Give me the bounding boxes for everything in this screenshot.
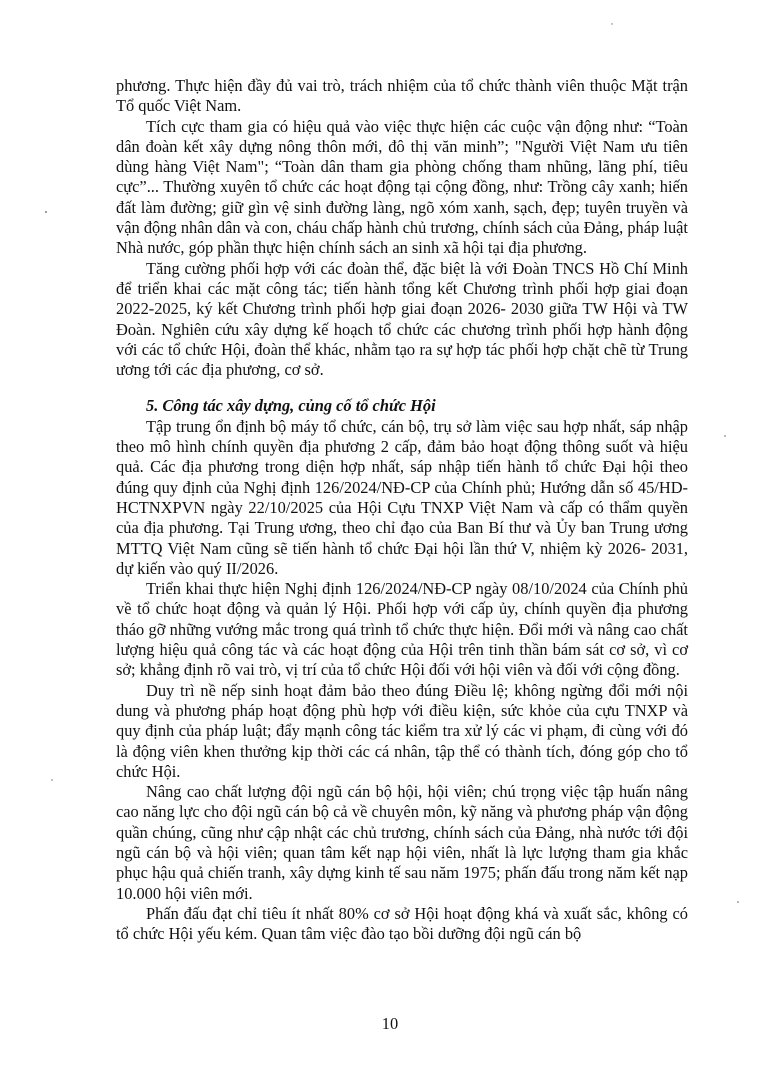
paragraph-5: Triển khai thực hiện Nghị định 126/2024/NĐ-CP ngày 08/10/2024 của Chính phủ về tổ chức hoạt động và quản lý Hội. Phối hợp với cấp ủy, chính quyền địa phương tháo gỡ những vướng mắc trong quá trình tổ chức thực hiện. Đổi mới và nâng cao chất lượng hiệu quả công tác và các hoạt động của Hội trên tinh thần bám sát cơ sở, vì cơ sở; khẳng định rõ vai trò, vị trí của tổ chức Hội đối với hội viên và đối với cộng đồng.	[116, 579, 688, 680]
paragraph-6: Duy trì nề nếp sinh hoạt đảm bảo theo đúng Điều lệ; không ngừng đổi mới nội dung và phương pháp hoạt động phù hợp với điều kiện, sức khỏe của cựu TNXP và quy định của pháp luật; đẩy mạnh công tác kiểm tra xử lý các vi phạm, đi cùng với đó là động viên khen thưởng kịp thời các cá nhân, tập thể có thành tích, đóng góp cho tổ chức Hội.	[116, 680, 688, 781]
paragraph-8: Phấn đấu đạt chỉ tiêu ít nhất 80% cơ sở Hội hoạt động khá và xuất sắc, không có tổ chức Hội yếu kém. Quan tâm việc đào tạo bồi dưỡng đội ngũ cán bộ	[116, 903, 688, 944]
paragraph-7: Nâng cao chất lượng đội ngũ cán bộ hội, hội viên; chú trọng việc tập huấn nâng cao năng lực cho đội ngũ cán bộ cả về chuyên môn, kỹ năng và phương pháp vận động quần chúng, cũng như cập nhật các chủ trương, chính sách của Đảng, nhà nước tới đội ngũ cán bộ và hội viên; quan tâm kết nạp hội viên, nhất là lực lượng tham gia khắc phục hậu quả chiến tranh, xây dựng kinh tế sau năm 1975; phấn đấu trong năm kết nạp 10.000 hội viên mới.	[116, 782, 688, 903]
paragraph-2: Tích cực tham gia có hiệu quả vào việc thực hiện các cuộc vận động như: “Toàn dân đoàn kết xây dựng nông thôn mới, đô thị văn minh”; "Người Việt Nam ưu tiên dùng hàng Việt Nam"; “Toàn dân tham gia phòng chống tham nhũng, lãng phí, tiêu cực”... Thường xuyên tổ chức các hoạt động tại cộng đồng, như: Trồng cây xanh; hiến đất làm đường; giữ gìn vệ sinh đường làng, ngõ xóm xanh, sạch, đẹp; tuyên truyền và vận động nhân dân và con, cháu chấp hành chủ trương, chính sách của Đảng, pháp luật Nhà nước, góp phần thực hiện chính sách an sinh xã hội tại địa phương.	[116, 116, 688, 258]
section-heading: 5. Công tác xây dựng, củng cố tổ chức Hội	[146, 396, 436, 416]
paragraph-3: Tăng cường phối hợp với các đoàn thể, đặc biệt là với Đoàn TNCS Hồ Chí Minh để triển khai các mặt công tác; tiến hành tổng kết Chương trình phối hợp giai đoạn 2022-2025, ký kết Chương trình phối hợp giai đoạn 2026- 2030 giữa TW Hội và TW Đoàn. Nghiên cứu xây dựng kế hoạch tổ chức các chương trình phối hợp hành động với các tổ chức Hội, đoàn thể khác, nhằm tạo ra sự hợp tác phối hợp chặt chẽ từ Trung ương tới các địa phương, cơ sở.	[116, 258, 688, 380]
paragraph-1: phương. Thực hiện đầy đủ vai trò, trách nhiệm của tổ chức thành viên thuộc Mặt trận Tổ quốc Việt Nam.	[116, 76, 688, 116]
paragraph-4: Tập trung ổn định bộ máy tổ chức, cán bộ, trụ sở làm việc sau hợp nhất, sáp nhập theo mô hình chính quyền địa phương 2 cấp, đảm bảo hoạt động thông suốt và hiệu quả. Các địa phương trong diện hợp nhất, sáp nhập tiến hành tổ chức Đại hội theo đúng quy định của Nghị định 126/2024/NĐ-CP của Chính phủ; Hướng dẫn số 45/HD-HCTNXPVN ngày 22/10/2025 của Hội Cựu TNXP Việt Nam và cấp có thẩm quyền của địa phương. Tại Trung ương, theo chỉ đạo của Ban Bí thư và Ủy ban Trung ương MTTQ Việt Nam cũng sẽ tiến hành tổ chức Đại hội lần thứ V, nhiệm kỳ 2026- 2031, dự kiến vào quý II/2026.	[116, 416, 688, 578]
page-number: 10	[381, 1014, 399, 1033]
